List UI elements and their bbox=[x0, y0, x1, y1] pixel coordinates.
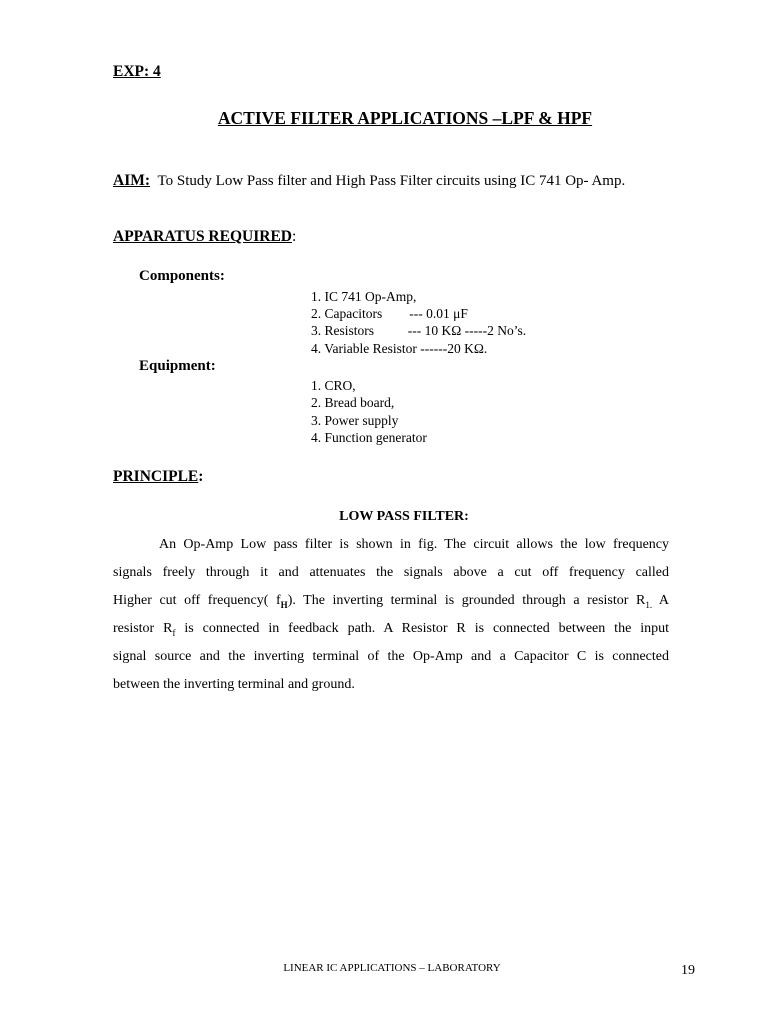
principle-heading-label: PRINCIPLE bbox=[113, 468, 199, 485]
apparatus-heading-label: APPARATUS REQUIRED bbox=[113, 228, 292, 245]
component-item: 1. IC 741 Op-Amp, bbox=[311, 289, 417, 304]
equipment-item: 2. Bread board, bbox=[311, 395, 395, 410]
apparatus-heading-colon: : bbox=[291, 228, 297, 245]
page-title: ACTIVE FILTER APPLICATIONS –LPF & HPF bbox=[217, 108, 593, 128]
experiment-number: EXP: 4 bbox=[113, 63, 161, 80]
page-number: 19 bbox=[681, 963, 695, 978]
principle-line: signal source and the inverting terminal of the Op-Amp and a Capacitor C is connected bbox=[113, 649, 669, 664]
page-footer: LINEAR IC APPLICATIONS – LABORATORY bbox=[283, 962, 501, 974]
equipment-heading: Equipment: bbox=[139, 358, 216, 374]
low-pass-filter-subheading: LOW PASS FILTER: bbox=[339, 509, 469, 524]
principle-heading bbox=[113, 468, 203, 486]
principle-line: An Op-Amp Low pass filter is shown in fig. The circuit allows the low frequency bbox=[159, 537, 669, 552]
component-item: 3. Resistors --- 10 KΩ -----2 No’s. bbox=[311, 323, 527, 338]
aim-label: AIM: bbox=[113, 172, 151, 189]
principle-line: signals freely through it and attenuates the signals above a cut off frequency called bbox=[113, 565, 669, 580]
principle-line: resistor $R_f$ is connected in feedback path. A Resistor R is connected between the input bbox=[113, 621, 669, 638]
aim-text: To Study Low Pass filter and High Pass Filter circuits using IC 741 Op- Amp. bbox=[157, 173, 626, 189]
equipment-item: 4. Function generator bbox=[311, 430, 427, 445]
equipment-item: 3. Power supply bbox=[311, 413, 399, 428]
components-heading: Components: bbox=[139, 268, 225, 284]
component-item: 4. Variable Resistor ------20 KΩ. bbox=[311, 341, 488, 356]
component-item: 2. Capacitors --- 0.01 μF bbox=[311, 306, 468, 321]
principle-heading-colon: : bbox=[198, 468, 204, 485]
principle-line: between the inverting terminal and ground. bbox=[113, 677, 355, 692]
principle-line: Higher cut off frequency( $f_H$). The inverting terminal is grounded through a resistor $R_{1.}$ A bbox=[113, 593, 669, 610]
aim-section bbox=[113, 172, 625, 190]
apparatus-heading bbox=[113, 228, 296, 246]
equipment-item: 1. CRO, bbox=[311, 378, 356, 393]
